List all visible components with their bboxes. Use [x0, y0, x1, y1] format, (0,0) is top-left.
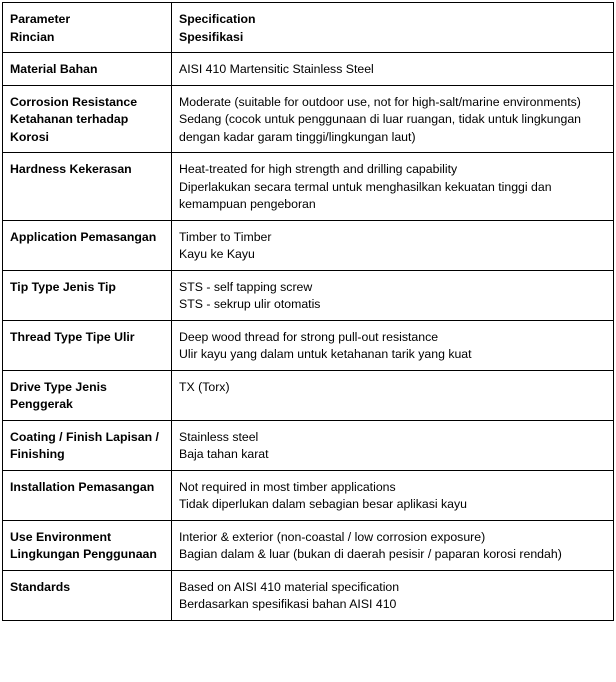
- specification-line: Sedang (cocok untuk penggunaan di luar ruangan, tidak untuk lingkungan dengan kadar garam tinggi/lingkungan laut): [179, 112, 581, 144]
- parameter-cell: [3, 570, 172, 620]
- specification-line: Interior & exterior (non-coastal / low corrosion exposure): [179, 529, 486, 544]
- parameter-name-en: Application: [10, 229, 77, 244]
- specification-line: Deep wood thread for strong pull-out resistance: [179, 329, 439, 344]
- parameter-name-id: Ketahanan terhadap Korosi: [10, 112, 129, 144]
- parameter-name-en: Standards: [10, 579, 71, 594]
- parameter-name-en: Thread Type: [10, 329, 83, 344]
- table-row: [3, 370, 614, 420]
- parameter-name-en: Tip Type: [10, 279, 60, 294]
- parameter-cell: [3, 270, 172, 320]
- specification-cell: [172, 520, 614, 570]
- parameter-name-id: Lingkungan Penggunaan: [10, 547, 157, 561]
- specification-line: Moderate (suitable for outdoor use, not for high-salt/marine environments): [179, 94, 581, 109]
- specification-cell: [172, 270, 614, 320]
- specification-table: [2, 2, 614, 621]
- specification-cell: [172, 370, 614, 420]
- table-row: [3, 153, 614, 221]
- parameter-name-en: Corrosion Resistance: [10, 94, 138, 109]
- parameter-name-id: Jenis Tip: [62, 279, 116, 294]
- specification-line: Timber to Timber: [179, 229, 272, 244]
- specification-line: Not required in most timber applications: [179, 479, 396, 494]
- table-row: [3, 570, 614, 620]
- table-body: [3, 53, 614, 621]
- parameter-name-en: Hardness: [10, 162, 67, 176]
- parameter-cell: [3, 85, 172, 153]
- specification-line: AISI 410 Martensitic Stainless Steel: [179, 62, 374, 76]
- specification-cell: [172, 53, 614, 86]
- specification-line: STS - self tapping screw: [179, 279, 313, 294]
- specification-header-id: Spesifikasi: [179, 29, 244, 44]
- parameter-name-id: Lapisan / Finishing: [10, 429, 159, 461]
- table-row: [3, 470, 614, 520]
- parameter-name-en: Material: [10, 62, 57, 76]
- parameter-name-en: Use Environment: [10, 529, 112, 544]
- specification-line: Heat-treated for high strength and drilling capability: [179, 162, 458, 176]
- parameter-name-en: Installation: [10, 479, 75, 494]
- specification-line: Based on AISI 410 material specification: [179, 579, 400, 594]
- specification-cell: [172, 470, 614, 520]
- parameter-name-en: Coating / Finish: [10, 429, 103, 444]
- specification-line: Stainless steel: [179, 429, 259, 444]
- table-row: [3, 53, 614, 86]
- parameter-name-en: Drive Type: [10, 379, 72, 394]
- parameter-name-id: Tipe Ulir: [85, 329, 135, 344]
- table-row: [3, 85, 614, 153]
- specification-line: Bagian dalam & luar (bukan di daerah pesisir / paparan korosi rendah): [179, 547, 562, 561]
- specification-cell: [172, 153, 614, 221]
- parameter-cell: [3, 520, 172, 570]
- specification-line: Ulir kayu yang dalam untuk ketahanan tarik yang kuat: [179, 347, 472, 361]
- specification-line: STS - sekrup ulir otomatis: [179, 297, 321, 311]
- parameter-cell: [3, 220, 172, 270]
- table-header-row: [3, 3, 614, 53]
- specification-line: Baja tahan karat: [179, 447, 269, 461]
- specification-cell: [172, 220, 614, 270]
- parameter-header-en: Parameter: [10, 12, 71, 26]
- parameter-cell: [3, 153, 172, 221]
- table-row: [3, 420, 614, 470]
- table-row: [3, 520, 614, 570]
- specification-header-cell: [172, 3, 614, 53]
- specification-line: Tidak diperlukan dalam sebagian besar aplikasi kayu: [179, 497, 468, 511]
- specification-cell: [172, 320, 614, 370]
- parameter-header-id: Rincian: [10, 29, 55, 44]
- parameter-cell: [3, 420, 172, 470]
- table-row: [3, 320, 614, 370]
- parameter-name-id: Jenis Penggerak: [10, 379, 107, 411]
- table-row: [3, 220, 614, 270]
- specification-line: TX (Torx): [179, 379, 230, 394]
- specification-line: Diperlakukan secara termal untuk menghasilkan kekuatan tinggi dan kemampuan pengeboran: [179, 179, 552, 211]
- parameter-name-id: Pemasangan: [80, 229, 157, 244]
- table-row: [3, 270, 614, 320]
- parameter-header-cell: [3, 3, 172, 53]
- specification-header-en: Specification: [179, 12, 256, 26]
- specification-line: Kayu ke Kayu: [179, 247, 255, 261]
- parameter-cell: [3, 370, 172, 420]
- specification-cell: [172, 85, 614, 153]
- parameter-cell: [3, 470, 172, 520]
- parameter-name-id: Pemasangan: [78, 479, 155, 494]
- specification-cell: [172, 420, 614, 470]
- parameter-name-id: Kekerasan: [69, 162, 132, 176]
- parameter-cell: [3, 53, 172, 86]
- specification-line: Berdasarkan spesifikasi bahan AISI 410: [179, 597, 397, 611]
- specification-cell: [172, 570, 614, 620]
- parameter-cell: [3, 320, 172, 370]
- parameter-name-id: Bahan: [59, 62, 98, 76]
